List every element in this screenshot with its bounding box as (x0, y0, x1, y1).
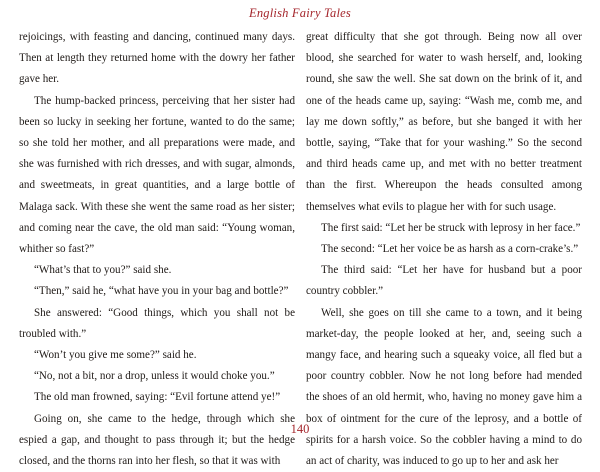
running-header: English Fairy Tales (249, 6, 351, 20)
right-column (306, 27, 582, 472)
paragraph: The hump-backed princess, perceiving that her sister had been so lucky in seeking her fortune, wanted to do the same; so she told her mother, and all preparations were made, and she was furnished with rich dresses, and with sugar, almonds, and sweetmeats, in great quantities, and a large bottle of Malaga sack. With these she went the same road as her sister; and coming near the cave, the old man said: “Young woman, whither so fast?” (19, 94, 295, 256)
paragraph: The first said: “Let her be struck with leprosy in her face.” (321, 221, 581, 234)
paragraph: great difficulty that she got through. Being now all over blood, she searched for water to wash herself, and, looking round, she saw the well. She sat down on the brink of it, and one of the heads came up, saying: “Wash me, comb me, and lay me down softly,” as before, but she banged it with her bottle, saying, “Take that for your washing.” So the second and third heads came up, and met with no better treatment than the first. Whereupon the heads consulted among themselves what evils to plague her with for such usage. (306, 31, 582, 213)
paragraph: The old man frowned, saying: “Evil fortune attend ye!” (34, 391, 281, 404)
paragraph: Well, she goes on till she came to a town, and it being market-day, the people looked at her, and, seeing such a mangy face, and hearing such a squeaky voice, all fled but a poor country cobbler. Now he not long before had mended the shoes of an old hermit, who, having no money gave him a box of ointment for the cure of the leprosy, and a bottle of spirits for a harsh voice. So the cobbler having a mind to do an act of charity, was induced to go up to her and ask her (306, 306, 582, 468)
paragraph: Going on, she came to the hedge, through which she espied a gap, and thought to pass through it; but the hedge closed, and the thorns ran into her flesh, so that it was with (19, 412, 295, 468)
left-column (19, 27, 295, 472)
paragraph: She answered: “Good things, which you shall not be troubled with.” (19, 306, 295, 340)
paragraph: “What’s that to you?” said she. (34, 264, 172, 277)
paragraph: “No, not a bit, nor a drop, unless it would choke you.” (34, 370, 275, 383)
paragraph: “Then,” said he, “what have you in your bag and bottle?” (34, 285, 289, 298)
page-number: 140 (290, 422, 310, 436)
paragraph: “Won’t you give me some?” said he. (34, 349, 197, 362)
paragraph: The third said: “Let her have for husband but a poor country cobbler.” (306, 264, 582, 298)
paragraph: rejoicings, with feasting and dancing, continued many days. Then at length they returned home with the dowry her father gave her. (19, 31, 295, 86)
paragraph: The second: “Let her voice be as harsh as a corn-crake’s.” (321, 243, 579, 256)
